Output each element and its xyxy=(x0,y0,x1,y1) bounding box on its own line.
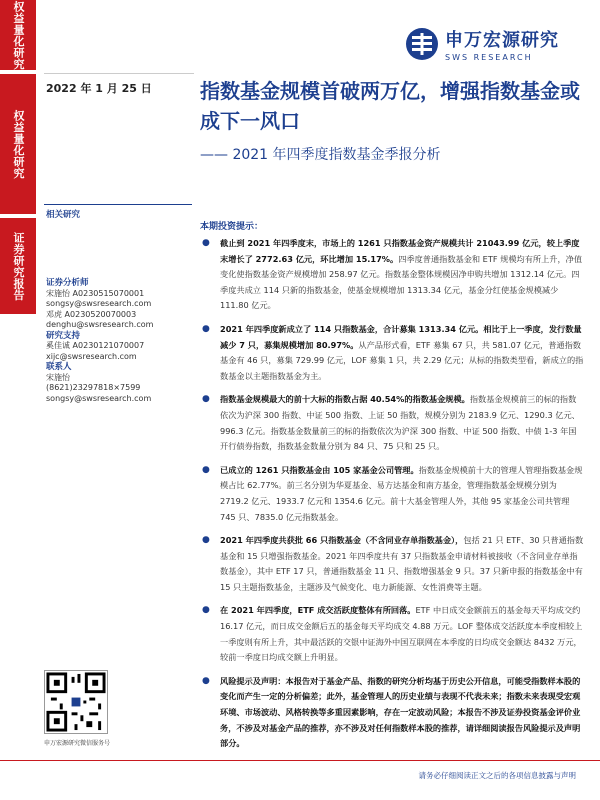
bullet-icon: ● xyxy=(202,675,210,686)
banner-segment-bottom: 证券研究报告 xyxy=(0,218,36,314)
report-subtitle: —— 2021 年四季度指数基金季报分析 xyxy=(200,147,441,163)
list-item xyxy=(200,533,584,595)
report-date: 2022 年 1 月 25 日 xyxy=(46,82,152,95)
contact-heading: 联系人 xyxy=(46,362,72,372)
bullet-body: 四季度普通指数基金和 ETF 规模均有所上升，净值变化使指数基金资产规模增加 258.97 亿元。指数基金整体规模因净申购共增加 1312.14 亿元。四季度共成立 114 只新的指数基金，使基金规模增加 1313.34 亿元，基金分红使基金规模减少 111.80 亿元。 xyxy=(220,253,583,311)
list-item xyxy=(200,236,584,314)
report-title: 指数基金规模首破两万亿，增强指数基金或成下一风口 xyxy=(200,79,580,133)
list-item xyxy=(200,392,584,454)
analyst-entry xyxy=(46,310,196,331)
bullet-icon: ● xyxy=(202,605,210,616)
banner-segment-middle: 权益量化研究 xyxy=(0,74,36,214)
bullet-body: 指数基金规模前十大的管理人管理指数基金规模占比 62.77%。前三名分别为华夏基金、易方达基金和南方基金，管理指数基金规模分别为 2719.2 亿元、1933.7 亿元和 1354.6 亿元。前十大基金管理人外，其他 95 家基金公司共管理 745 只、7835.0 亿元指数基金。 xyxy=(220,464,583,522)
logo-mark-icon xyxy=(405,27,439,61)
analyst-info xyxy=(46,278,196,404)
bullet-icon: ● xyxy=(202,535,210,546)
bullet-lead: 2021 年四季度新成立了 114 只指数基金，合计募集 1313.34 亿元。相比于上一季度，发行数量减少 7 只，募集规模增加 80.97%。 xyxy=(220,323,582,350)
bullet-icon: ● xyxy=(202,323,210,334)
analyst-id: 宋施怡 A0230515070001 xyxy=(46,288,145,298)
list-item xyxy=(200,674,584,752)
qr-code-icon xyxy=(44,670,108,734)
bullet-body: 包括 21 只 ETF、30 只普通指数基金和 15 只增强指数基金。2021 年四季度共有 37 只指数基金申请材料被接收（不含同业存单指数基金），其中 ETF 17 只，普通指数基金 11 只、指数增强基金 9 只。37 只新申报的指数基金中有 15 只主题指数基金，主题涉及气候变化、电力新能源、女性消费等主题。 xyxy=(220,535,584,592)
contact-phone: (8621)23297818×7599 xyxy=(46,383,141,392)
list-item xyxy=(200,322,584,384)
analyst-heading: 证券分析师 xyxy=(46,278,89,288)
highlights-list xyxy=(200,236,584,760)
contact-name: 宋施怡 xyxy=(46,372,70,382)
list-item xyxy=(200,463,584,525)
bullet-icon: ● xyxy=(202,394,210,405)
left-banner xyxy=(0,0,36,320)
sidebar-divider xyxy=(44,204,192,205)
assistant-id: 奚佳诚 A0230121070007 xyxy=(46,341,145,350)
assistant-entry xyxy=(46,341,196,362)
assistant-heading: 研究支持 xyxy=(46,330,81,341)
analyst-email[interactable]: denghu@swsresearch.com xyxy=(46,320,154,329)
contact-entry xyxy=(46,373,196,405)
investment-highlights-heading: 本期投资提示： xyxy=(200,222,264,232)
analyst-id: 邓虎 A0230520070003 xyxy=(46,309,137,319)
qr-code-label: 申万宏源研究微信服务号 xyxy=(44,740,111,747)
analyst-email[interactable]: songsy@swsresearch.com xyxy=(46,299,152,308)
assistant-email[interactable]: xijc@swsresearch.com xyxy=(46,351,137,361)
bullet-icon: ● xyxy=(202,464,210,475)
bullet-icon: ● xyxy=(202,238,210,248)
bullet-lead: 在 2021 年四季度，ETF 成交活跃度整体有所回落。 xyxy=(220,605,416,616)
date-divider xyxy=(44,73,194,74)
bullet-lead: 已成立的 1261 只指数基金由 105 家基金公司管理。 xyxy=(220,464,419,475)
bullet-body: 从产品形式看，ETF 募集 67 只，共 581.07 亿元，普通指数基金有 46 只，募集 729.99 亿元，LOF 募集 1 只，共 2.29 亿元；从标的指数类型看，新成立的指数基金以主题指数基金为主。 xyxy=(220,339,584,381)
footer-disclaimer: 请务必仔细阅读正文之后的各项信息披露与声明 xyxy=(418,771,576,780)
footer-divider xyxy=(0,760,600,761)
bullet-lead: 截止到 2021 年四季度末，市场上的 1261 只指数基金资产规模共计 21043.99 亿元，较上季度末增长了 2772.63 亿元，环比增加 15.17%。 xyxy=(220,238,580,264)
bullet-lead: 指数基金规模最大的前十大标的指数占据 40.54%的指数基金规模。 xyxy=(220,394,470,405)
logo-name-cn: 申万宏源研究 xyxy=(445,30,559,51)
related-research-heading: 相关研究 xyxy=(46,210,81,220)
banner-segment-top: 权益量化研究 xyxy=(0,0,36,70)
bullet-body: ETF 中日成交金额前五的基金每天平均成交约 16.17 亿元，而日成交金额后五的基金每天平均成交 4.88 万元。LOF 整体成交活跃度本季度相较上一季度则有所上升，其中最活跃的交银中证海外中国互联网在本季度的日均成交金额达 8432 万元，较前一季度日均成交额上升明显。 xyxy=(220,605,583,663)
bullet-body: 指数基金规模前三的标的指数依次为沪深 300 指数、中证 500 指数、上证 50 指数，规模分别为 2183.9 亿元、1290.3 亿元、996.3 亿元。指数基金数量前三的标的指数依次为沪深 300 指数、中证 500 指数、中债 1-3 年国开行债券指数，指数基金数量分别为 84 只、75 只和 25 只。 xyxy=(220,394,580,452)
company-logo xyxy=(405,26,559,62)
list-item xyxy=(200,603,584,665)
analyst-entry xyxy=(46,289,196,310)
bullet-lead: 风险提示及声明：本报告对于基金产品、指数的研究分析均基于历史公开信息，可能受指数样本股的变化而产生一定的分析偏差；此外，基金管理人的历史业绩与表现不代表未来；指数未来表现受宏观环境、市场波动、风格转换等多重因素影响，存在一定波动风险；本报告不涉及证券投资基金评价业务，不涉及对基金产品的推荐，亦不涉及对任何指数样本股的推荐，请详细阅读报告风险提示及声明部分。 xyxy=(220,675,581,749)
logo-name-en: SWS RESEARCH xyxy=(445,53,533,62)
bullet-lead: 2021 年四季度共获批 66 只指数基金（不含同业存单指数基金）， xyxy=(220,535,464,546)
contact-email[interactable]: songsy@swsresearch.com xyxy=(46,393,152,403)
